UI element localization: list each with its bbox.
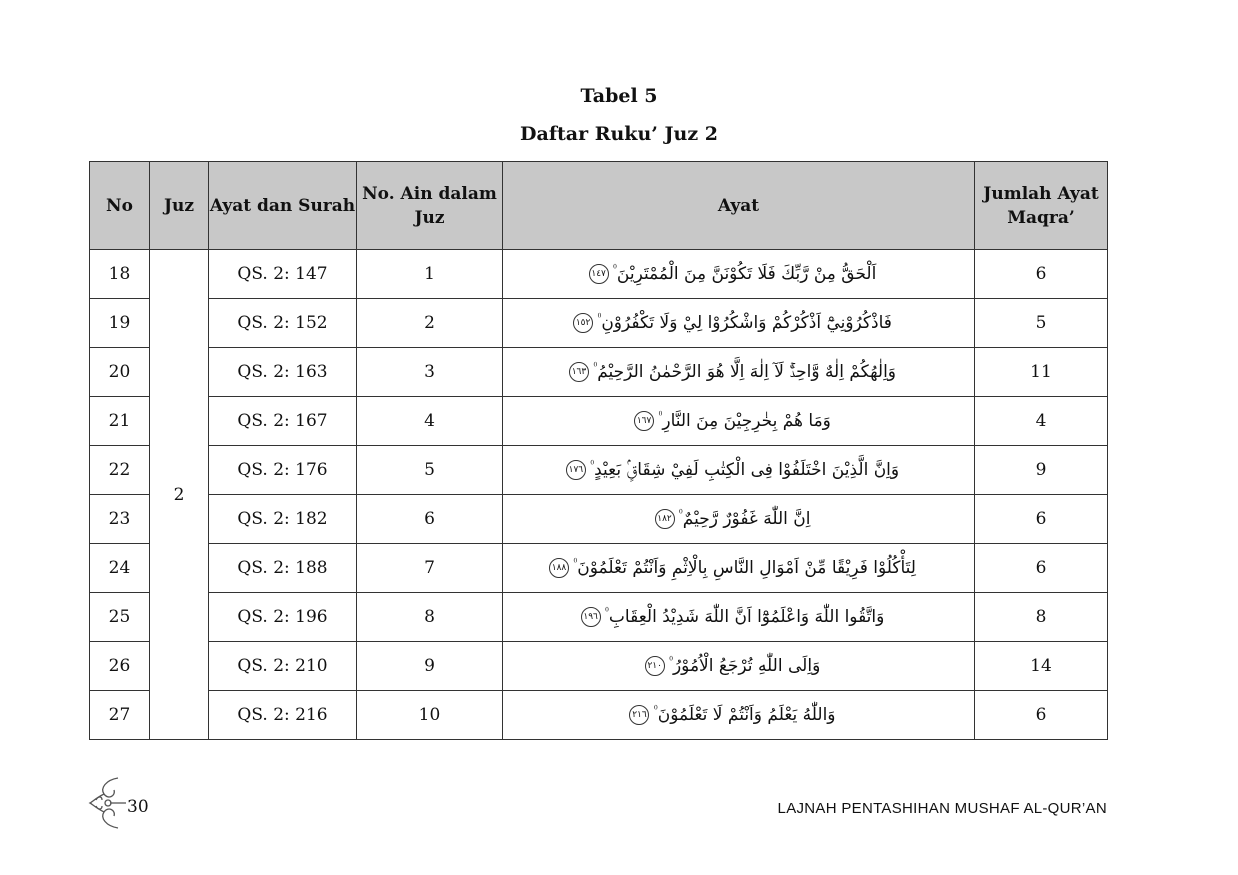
table-number: Tabel 5 xyxy=(580,85,658,107)
cell-ain: 10 xyxy=(357,691,503,740)
cell-jumlah: 6 xyxy=(975,544,1108,593)
cell-ain: 3 xyxy=(357,348,503,397)
table-header-row xyxy=(90,162,1108,250)
header-ayat-surah: Ayat dan Surah xyxy=(209,162,357,250)
table-row xyxy=(90,495,1108,544)
ayat-text: لِتَأْكُلُوْا فَرِيْقًا مِّنْ اَمْوَالِ النَّاسِ بِالْاِثْمِ وَاَنْتُمْ تَعْلَمُوْنَ ۠ xyxy=(573,558,916,578)
cell-no: 24 xyxy=(90,544,150,593)
cell-no: 27 xyxy=(90,691,150,740)
cell-ayat-surah: QS. 2: 163 xyxy=(209,348,357,397)
cell-ayat-surah: QS. 2: 167 xyxy=(209,397,357,446)
cell-no: 20 xyxy=(90,348,150,397)
ayat-text: وَاِنَّ الَّذِيْنَ اخْتَلَفُوْا فِى الْكِتٰبِ لَفِيْ شِقَاقٍۢ بَعِيْدٍ ۠ xyxy=(589,460,900,480)
verse-end-marker-icon: ١٨٢ xyxy=(655,509,675,529)
verse-end-marker-icon: ١٨٨ xyxy=(549,558,569,578)
cell-no: 25 xyxy=(90,593,150,642)
cell-ayat xyxy=(503,593,975,642)
ayat-text: وَاتَّقُوا اللّٰهَ وَاعْلَمُوْٓا اَنَّ اللّٰهَ شَدِيْدُ الْعِقَابِ ۠ xyxy=(604,607,885,627)
cell-ayat-surah: QS. 2: 216 xyxy=(209,691,357,740)
header-ayat: Ayat xyxy=(503,162,975,250)
cell-no: 21 xyxy=(90,397,150,446)
cell-ayat-surah: QS. 2: 182 xyxy=(209,495,357,544)
arabesque-ornament-icon xyxy=(88,774,130,832)
table-body xyxy=(90,250,1108,740)
table-row xyxy=(90,446,1108,495)
table-row xyxy=(90,397,1108,446)
cell-no: 26 xyxy=(90,642,150,691)
publisher-name: LAJNAH PENTASHIHAN MUSHAF AL-QUR’AN xyxy=(777,800,1107,817)
cell-jumlah: 8 xyxy=(975,593,1108,642)
cell-ayat-surah: QS. 2: 176 xyxy=(209,446,357,495)
cell-ain: 5 xyxy=(357,446,503,495)
table-title: Daftar Ruku’ Juz 2 xyxy=(520,123,718,145)
cell-ayat xyxy=(503,348,975,397)
verse-end-marker-icon: ١٦٧ xyxy=(634,411,654,431)
cell-no: 23 xyxy=(90,495,150,544)
ruku-table xyxy=(89,161,1108,740)
table-row xyxy=(90,691,1108,740)
cell-ayat xyxy=(503,691,975,740)
table-row xyxy=(90,250,1108,299)
cell-jumlah: 6 xyxy=(975,495,1108,544)
verse-end-marker-icon: ١٩٦ xyxy=(581,607,601,627)
ayat-text: وَاِلٰهُكُمْ اِلٰهٌ وَّاحِدٌۚ لَآ اِلٰهَ اِلَّا هُوَ الرَّحْمٰنُ الرَّحِيْمُ ۠ xyxy=(592,362,897,382)
cell-jumlah: 4 xyxy=(975,397,1108,446)
header-jumlah-line1: Jumlah Ayat xyxy=(983,183,1099,204)
header-ain xyxy=(357,162,503,250)
cell-juz: 2 xyxy=(150,250,209,740)
cell-ayat xyxy=(503,495,975,544)
verse-end-marker-icon: ١٧٦ xyxy=(566,460,586,480)
cell-ayat-surah: QS. 2: 147 xyxy=(209,250,357,299)
cell-ayat-surah: QS. 2: 152 xyxy=(209,299,357,348)
cell-ain: 7 xyxy=(357,544,503,593)
cell-ayat xyxy=(503,544,975,593)
cell-jumlah: 14 xyxy=(975,642,1108,691)
header-jumlah xyxy=(975,162,1108,250)
cell-ain: 6 xyxy=(357,495,503,544)
cell-ain: 9 xyxy=(357,642,503,691)
header-jumlah-line2: Maqra’ xyxy=(1007,207,1075,228)
verse-end-marker-icon: ١٤٧ xyxy=(589,264,609,284)
header-no: No xyxy=(90,162,150,250)
cell-no: 19 xyxy=(90,299,150,348)
cell-ain: 1 xyxy=(357,250,503,299)
table-row xyxy=(90,593,1108,642)
cell-jumlah: 5 xyxy=(975,299,1108,348)
ayat-text: اَلْحَقُّ مِنْ رَّبِّكَ فَلَا تَكُوْنَنَّ مِنَ الْمُمْتَرِيْنَ ۠ xyxy=(612,264,877,284)
cell-ayat xyxy=(503,446,975,495)
header-juz: Juz xyxy=(150,162,209,250)
table-row xyxy=(90,642,1108,691)
cell-no: 18 xyxy=(90,250,150,299)
ayat-text: وَاِلَى اللّٰهِ تُرْجَعُ الْاُمُوْرُ ۠ xyxy=(668,656,821,676)
verse-end-marker-icon: ١٦٣ xyxy=(569,362,589,382)
verse-end-marker-icon: ١٥٢ xyxy=(573,313,593,333)
cell-ayat-surah: QS. 2: 188 xyxy=(209,544,357,593)
cell-ayat xyxy=(503,397,975,446)
ayat-text: فَاذْكُرُوْنِيْٓ اَذْكُرْكُمْ وَاشْكُرُوْا لِيْ وَلَا تَكْفُرُوْنِ ۠ xyxy=(597,313,892,333)
table-row xyxy=(90,299,1108,348)
cell-ain: 2 xyxy=(357,299,503,348)
table-row xyxy=(90,544,1108,593)
verse-end-marker-icon: ٢١٦ xyxy=(629,705,649,725)
cell-ayat-surah: QS. 2: 196 xyxy=(209,593,357,642)
cell-ayat xyxy=(503,642,975,691)
table-row xyxy=(90,348,1108,397)
ayat-text: وَمَا هُمْ بِخٰرِجِيْنَ مِنَ النَّارِ ۠ xyxy=(658,411,831,431)
cell-jumlah: 6 xyxy=(975,691,1108,740)
ayat-text: وَاللّٰهُ يَعْلَمُ وَاَنْتُمْ لَا تَعْلَمُوْنَ ۠ xyxy=(653,705,836,725)
header-ain-line1: No. Ain dalam xyxy=(362,183,497,204)
header-ain-line2: Juz xyxy=(414,207,445,228)
cell-jumlah: 9 xyxy=(975,446,1108,495)
cell-no: 22 xyxy=(90,446,150,495)
cell-ain: 8 xyxy=(357,593,503,642)
verse-end-marker-icon: ٢١٠ xyxy=(645,656,665,676)
cell-ayat xyxy=(503,250,975,299)
cell-ayat xyxy=(503,299,975,348)
cell-jumlah: 11 xyxy=(975,348,1108,397)
page-number: 30 xyxy=(127,797,149,817)
cell-jumlah: 6 xyxy=(975,250,1108,299)
ayat-text: اِنَّ اللّٰهَ غَفُوْرٌ رَّحِيْمٌ ۠ xyxy=(678,509,811,529)
cell-ain: 4 xyxy=(357,397,503,446)
cell-ayat-surah: QS. 2: 210 xyxy=(209,642,357,691)
